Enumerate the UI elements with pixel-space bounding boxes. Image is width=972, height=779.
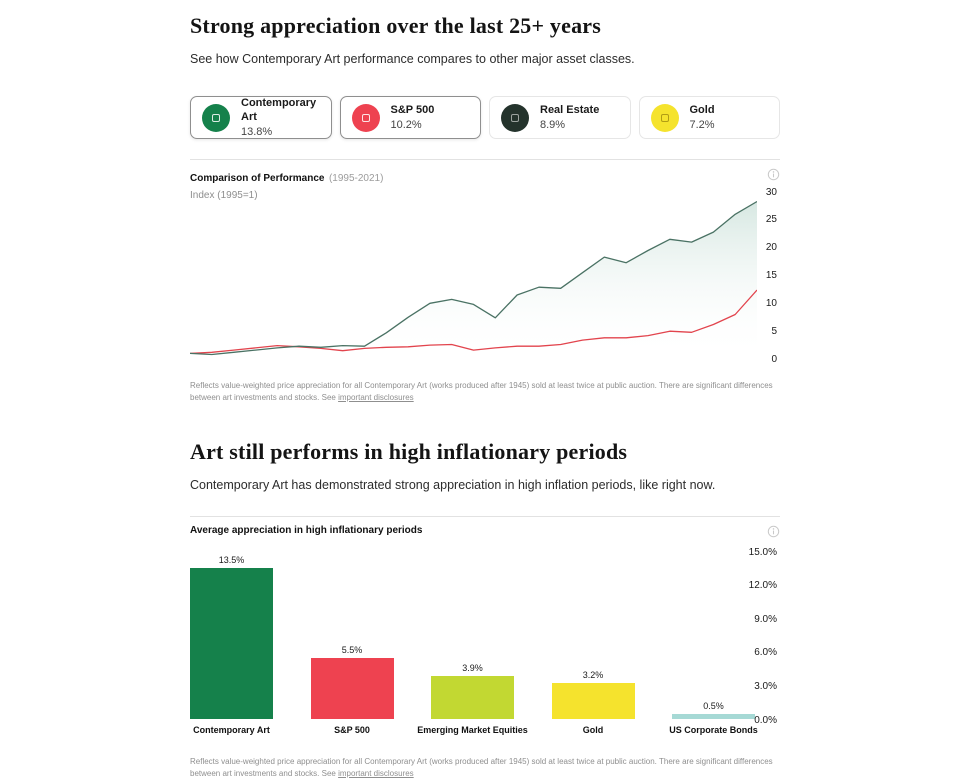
- gold-icon: [651, 104, 679, 132]
- y-tick-label: 25: [765, 214, 777, 226]
- y-tick-label: 15: [765, 270, 777, 281]
- appreciation-section: [190, 13, 780, 403]
- asset-card-text: [690, 103, 715, 132]
- info-icon[interactable]: [767, 168, 780, 181]
- bar-group-contemporary-art: [190, 555, 273, 719]
- asset-card-text: [241, 96, 331, 139]
- disclaimer-1: [190, 380, 778, 403]
- bar-us-corporate-bonds: [672, 714, 755, 720]
- y-tick-label: 20: [765, 242, 777, 254]
- inflation-section: [190, 439, 780, 779]
- asset-card-s-p-500[interactable]: [340, 96, 482, 139]
- disclaimer-text: Reflects value-weighted price appreciation for all Contemporary Art (works produced after 1945) sold at least twice at public auction. There are significant differences between art investments and stocks. See: [190, 757, 773, 778]
- asset-card-contemporary-art[interactable]: [190, 96, 332, 139]
- important-disclosures-link[interactable]: important disclosures: [338, 392, 414, 402]
- asset-card-text: [540, 103, 599, 132]
- asset-cards-row: [190, 96, 780, 139]
- inflation-bar-chart: [190, 551, 755, 719]
- inflation-chart-block: [190, 516, 780, 735]
- y-tick-label: 10: [765, 297, 777, 309]
- y-tick-label: 3.0%: [754, 681, 777, 693]
- bar-s-p-500: [311, 658, 394, 720]
- bar-category-label: S&P 500: [334, 725, 370, 736]
- bar-value-label: 5.5%: [341, 644, 363, 655]
- contemporary-art-area: [190, 202, 757, 360]
- important-disclosures-link[interactable]: important disclosures: [338, 768, 414, 778]
- bar-value-label: 3.9%: [462, 662, 483, 673]
- bar-category-cell: [552, 725, 635, 735]
- performance-line-chart: [190, 192, 757, 359]
- sp500-marker-icon: [352, 104, 380, 132]
- performance-chart-title-group: [190, 168, 383, 186]
- asset-name: Gold: [689, 104, 715, 117]
- bar-group-gold: [552, 670, 635, 719]
- inflation-bar-categories: [190, 725, 758, 736]
- y-tick-label: 0.0%: [754, 714, 777, 726]
- inflation-chart-header: [190, 525, 780, 538]
- inflation-bar-chart-area: [190, 546, 780, 736]
- performance-chart-header: [190, 168, 780, 186]
- info-icon[interactable]: [767, 525, 780, 538]
- asset-return-value: 13.8%: [241, 125, 273, 138]
- asset-card-gold[interactable]: [639, 96, 781, 139]
- asset-return-value: 10.2%: [390, 118, 422, 131]
- page: [190, 0, 780, 779]
- real-estate-icon: [501, 104, 529, 132]
- performance-chart-title: Comparison of Performance: [190, 173, 325, 184]
- section1-subtitle: See how Contemporary Art performance compares to other major asset classes.: [190, 52, 635, 66]
- asset-card-text: [391, 103, 435, 132]
- asset-return-value: 8.9%: [540, 118, 566, 131]
- gold-icon-glyph: [661, 114, 669, 122]
- bar-value-label: 13.5%: [218, 555, 245, 565]
- performance-chart-period: (1995-2021): [328, 173, 384, 184]
- y-tick-label: 30: [765, 186, 777, 198]
- performance-chart-block: [190, 159, 780, 365]
- bar-category-cell: [190, 725, 273, 735]
- asset-card-real-estate[interactable]: [489, 96, 631, 139]
- section2-subtitle: Contemporary Art has demonstrated strong appreciation in high inflation periods, like right now.: [190, 478, 716, 493]
- sp500-marker-icon-glyph: [362, 114, 370, 122]
- y-tick-label: 0: [771, 353, 777, 365]
- bar-category-label: Emerging Market Equities: [417, 725, 528, 736]
- y-tick-label: 5: [771, 325, 777, 337]
- bar-category-label: Gold: [582, 725, 604, 736]
- bar-gold: [552, 683, 635, 719]
- inflation-chart-title: Average appreciation in high inflationary periods: [190, 525, 423, 537]
- bar-category-cell: [417, 725, 528, 736]
- bar-value-label: 0.5%: [703, 700, 724, 711]
- bar-group-s-p-500: [311, 645, 394, 720]
- disclaimer-2: [190, 756, 778, 779]
- performance-line-chart-area: [190, 186, 780, 365]
- real-estate-icon-glyph: [511, 114, 519, 122]
- y-tick-label: 15.0%: [748, 546, 777, 558]
- bar-value-label: 3.2%: [582, 670, 604, 681]
- bar-contemporary-art: [190, 568, 273, 719]
- y-tick-label: 9.0%: [754, 613, 777, 625]
- bar-category-cell: [311, 725, 394, 735]
- bar-category-label: US Corporate Bonds: [669, 725, 758, 736]
- asset-name: Contemporary Art: [241, 97, 317, 124]
- section2-title: Art still performs in high inflationary periods: [190, 439, 628, 465]
- disclaimer-text: Reflects value-weighted price appreciation for all Contemporary Art (works produced after 1945) sold at least twice at public auction. There are significant differences between art investments and stocks. See: [190, 381, 773, 402]
- y-tick-label: 6.0%: [754, 647, 777, 659]
- bar-category-cell: [669, 725, 758, 736]
- art-frame-icon: [202, 104, 230, 132]
- asset-return-value: 7.2%: [689, 118, 715, 131]
- bar-group-us-corporate-bonds: [672, 701, 755, 720]
- y-tick-label: 12.0%: [748, 580, 777, 592]
- asset-name: S&P 500: [390, 104, 435, 117]
- performance-chart-ylabel: Index (1995=1): [190, 190, 258, 201]
- bar-group-emerging-market-equities: [431, 663, 514, 720]
- bar-emerging-market-equities: [431, 676, 514, 720]
- asset-name: Real Estate: [540, 104, 600, 117]
- art-frame-icon-glyph: [212, 114, 220, 122]
- section1-title: Strong appreciation over the last 25+ years: [190, 13, 602, 38]
- bar-category-label: Contemporary Art: [193, 725, 270, 736]
